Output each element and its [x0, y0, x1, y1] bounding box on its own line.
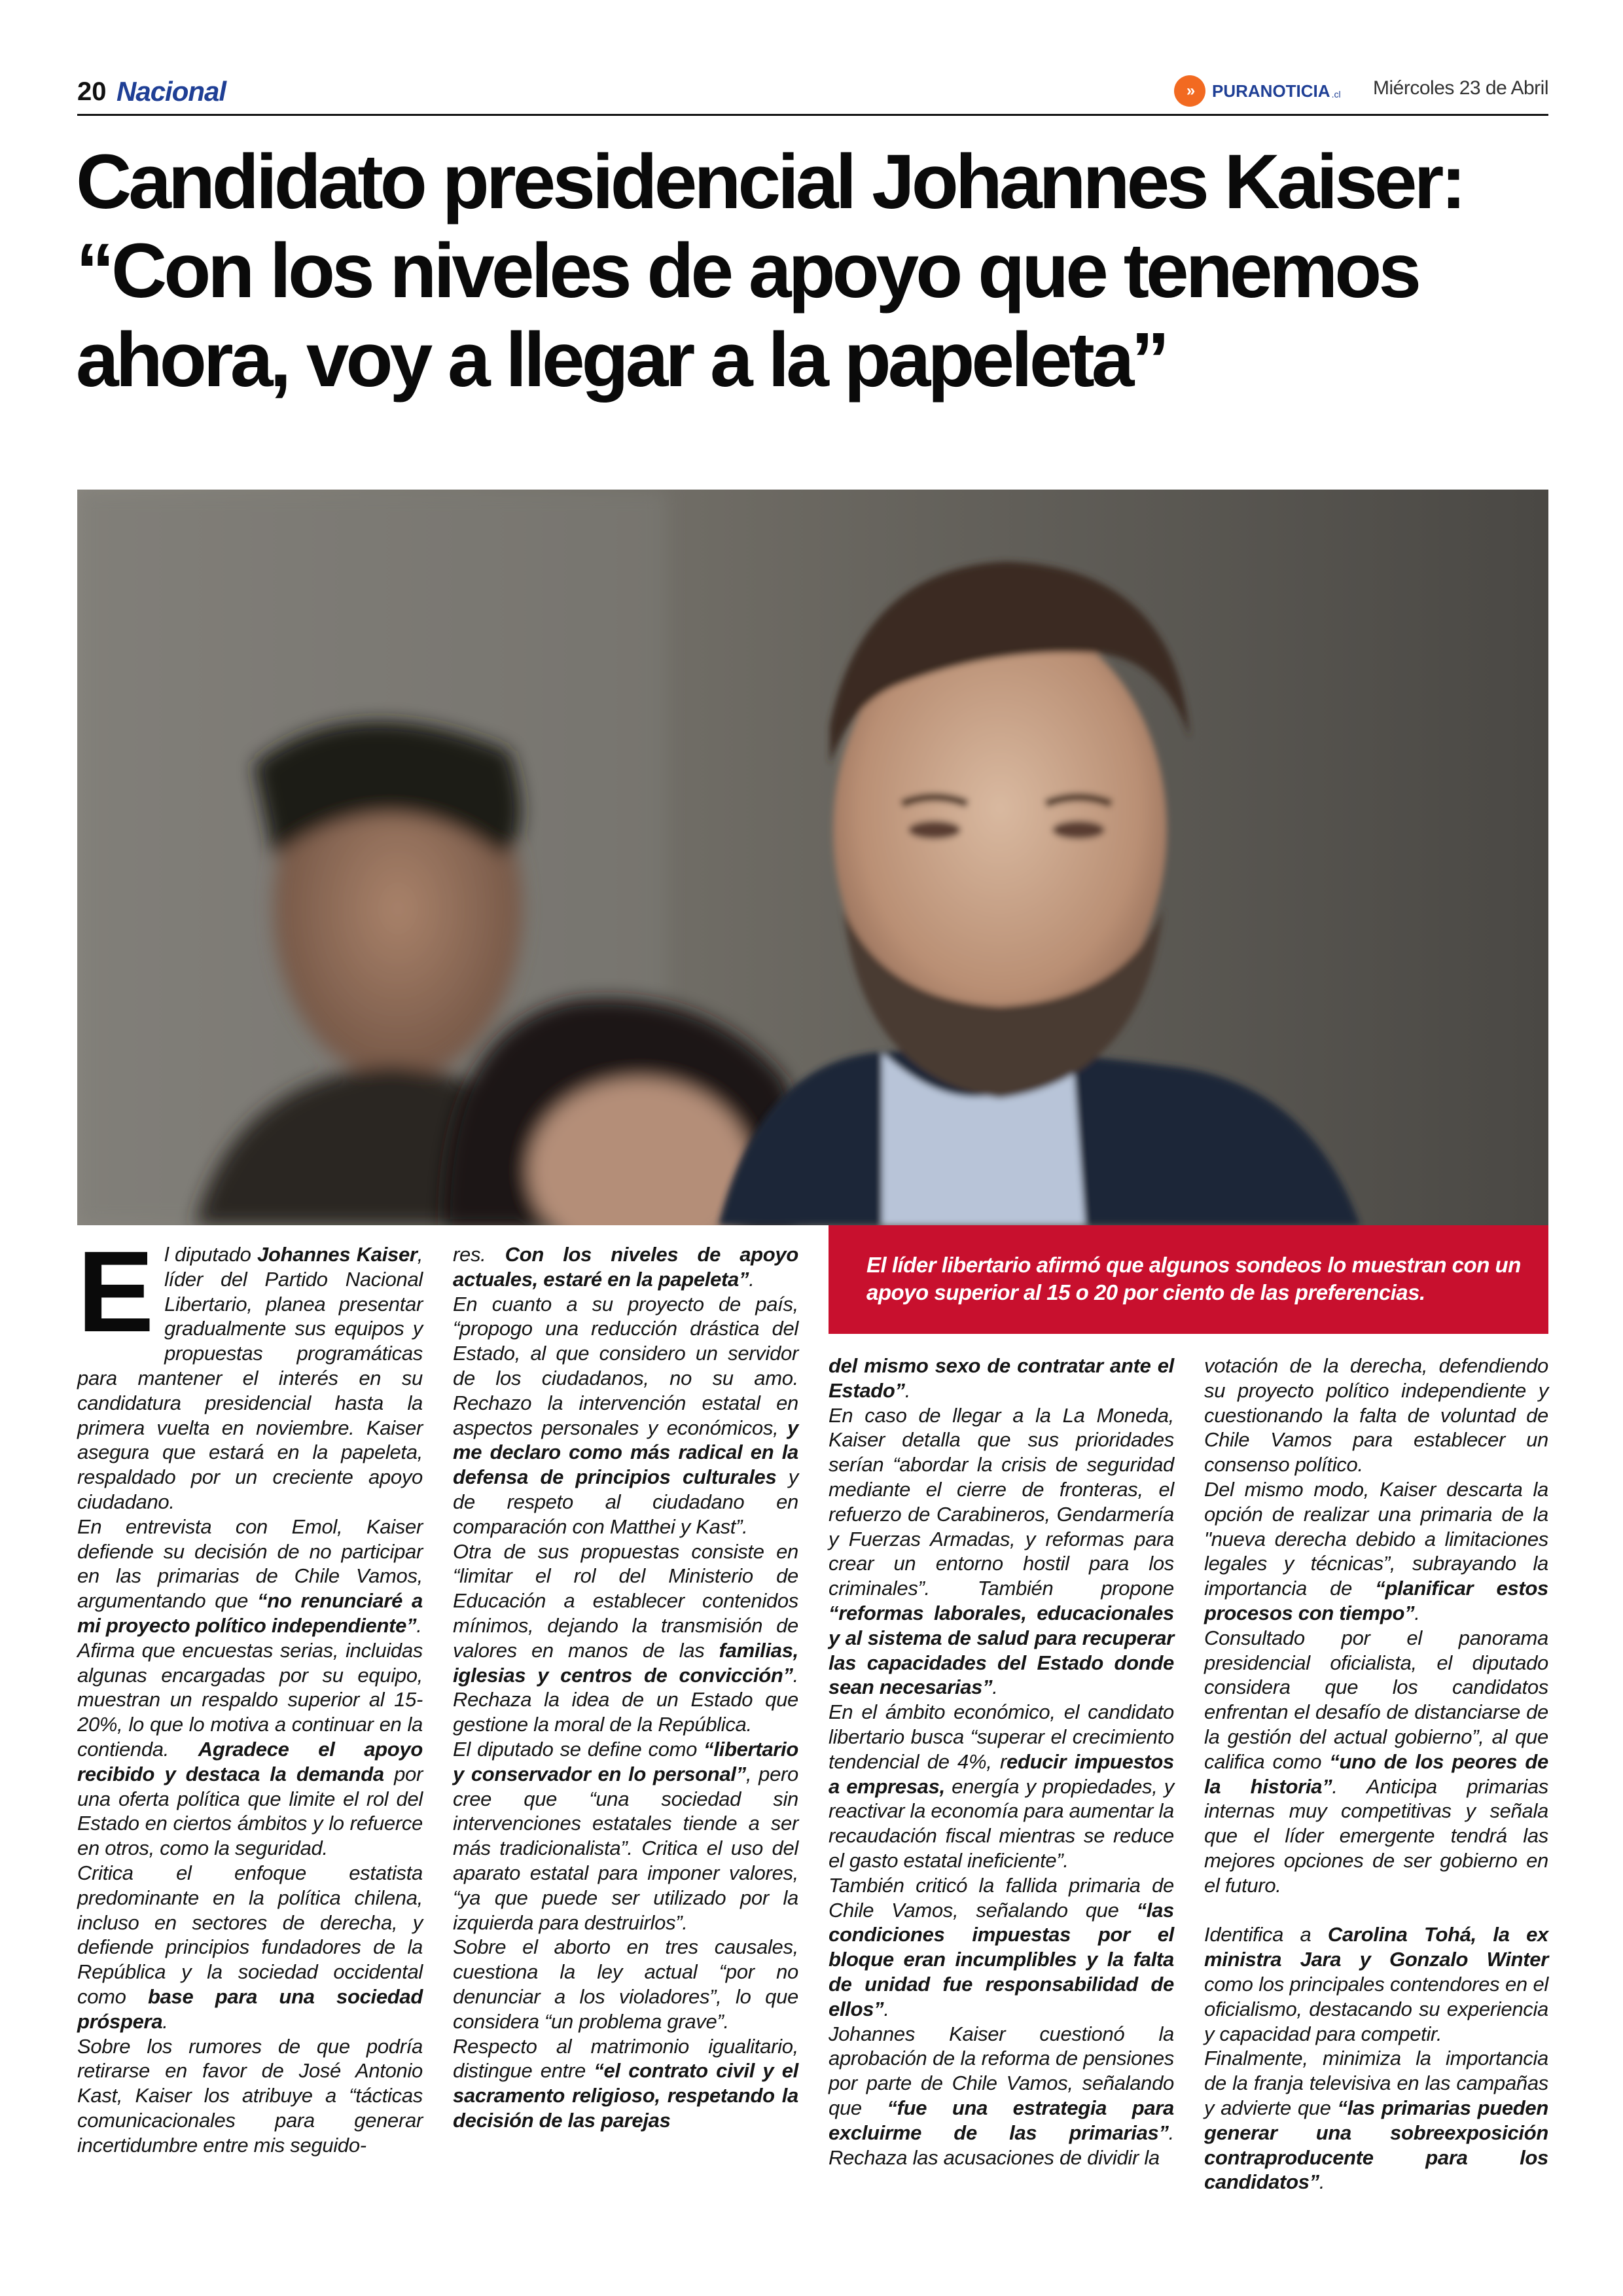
paragraph: Finalmente, minimiza la importancia de la franja televisiva en las campañas y advierte que “las primarias pueden generar una sobreexposición contraproducente para los candidatos”. [1204, 2047, 1548, 2194]
brand-name: PURANOTICIA [1212, 81, 1330, 101]
issue-date: Miércoles 23 de Abril [1373, 77, 1548, 99]
paragraph: El diputado Johannes Kaiser, líder del Partido Nacional Libertario, planea presentar gradualmente sus equipos y propuestas programáticas para mantener el interés en su candidatura presidencial hasta la primera vuelta en noviembre. Kaiser asegura que estará en la papeleta, respaldado por un creciente apoyo ciudadano. [77, 1228, 423, 1513]
paragraph: También criticó la fallida primaria de Chile Vamos, señalando que “las condiciones impuestas por el bloque eran incumplibles y la falta de unidad fue responsabilidad de ellos”. [829, 1873, 1174, 2020]
paragraph: votación de la derecha, defendiendo su proyecto político independiente y cuestionando la falta de voluntad de Chile Vamos para establecer un consenso político. [1204, 1354, 1548, 1477]
article-photo [77, 490, 1548, 1225]
paragraph: Sobre el aborto en tres causales, cuestiona la ley actual “por no denunciar a los violadores”, lo que considera “un problema grave”. [453, 1935, 798, 2033]
paragraph: Afirma que encuestas serias, incluidas algunas encargadas por su equipo, muestran un respaldo superior al 15-20%, lo que lo motiva a continuar en la contienda. Agradece el apoyo recibido y destaca la demanda por una oferta política que limite el rol del Estado en ciertos ámbitos y lo refuerce en otros, como la seguridad. [77, 1638, 423, 1860]
paragraph: Otra de sus propuestas consiste en “limitar el rol del Ministerio de Educación a establecer contenidos mínimos, dejando la transmisión de valores en manos de las familias, iglesias y centros de convicción”. Rechaza la idea de un Estado que gestione la moral de la República. [453, 1539, 798, 1736]
paragraph: En el ámbito económico, el candidato libertario busca “superar el crecimiento tendencial de 4%, reducir impuestos a empresas, energía y propiedades, y reactivar la economía para aumentar la recaudación fiscal mientras se reduce el gasto estatal ineficiente”. [829, 1700, 1175, 1872]
brand-arrows-icon: » [1174, 75, 1205, 107]
paragraph: En cuanto a su proyecto de país, “propogo una reducción drástica del Estado, al que considero un servidor de los ciudadanos, no su amo. Rechazo la intervención estatal en aspectos personales y económicos, y me declaro como más radical en la defensa de principios culturales y de respeto al ciudadano en comparación con Matthei y Kast”. [453, 1292, 799, 1538]
article-column-2 [453, 1242, 798, 2133]
article-headline: Candidato presidencial Johannes Kaiser: “Con los niveles de apoyo que tenemos ahora, voy a llegar a la papeleta” [76, 139, 1463, 403]
paragraph: Del mismo modo, Kaiser descarta la opción de realizar una primaria de la "nueva derecha debido a limitaciones legales y técnicas”, subrayando la importancia de “planificar estos procesos con tiempo”. [1204, 1477, 1548, 1624]
article-column-1 [77, 1228, 423, 2157]
brand-logo[interactable] [1174, 75, 1341, 107]
drop-cap: E [77, 1228, 154, 1356]
paragraph: res. Con los niveles de apoyo actuales, estaré en la papeleta”. [453, 1243, 798, 1291]
section-label: Nacional [116, 76, 226, 107]
paragraph: Respecto al matrimonio igualitario, distingue entre “el contrato civil y el sacramento religioso, respetando la decisión de las parejas [453, 2034, 798, 2132]
article-column-3 [829, 1354, 1174, 2170]
header-divider [77, 114, 1548, 116]
article-column-4 [1204, 1354, 1548, 2195]
paragraph: En entrevista con Emol, Kaiser defiende su decisión de no participar en las primarias de Chile Vamos, argumentando que “no renunciaré a mi proyecto político independiente”. [77, 1515, 423, 1637]
photo-caption: El líder libertario afirmó que algunos sondeos lo muestran con un apoyo superior al 15 o 20 por ciento de las preferencias. [829, 1225, 1548, 1334]
brand-tld: .cl [1331, 89, 1341, 99]
page-number: 20 [77, 77, 107, 106]
paragraph: Sobre los rumores de que podría retirarse en favor de José Antonio Kast, Kaiser los atribuye a “tácticas comunicacionales para generar incertidumbre entre mis seguido- [77, 2034, 423, 2157]
paragraph: El diputado se define como “libertario y conservador en lo personal”, pero cree que “una sociedad sin intervenciones estatales tiende a ser más tradicionalista”. Critica el uso del aparato estatal para imponer valores, “ya que puede ser utilizado por la izquierda para destruirlos”. [453, 1737, 798, 1934]
paragraph: Critica el enfoque estatista predominante en la política chilena, incluso en sectores de derecha, y defiende principios fundadores de la República y la sociedad occidental como base para una sociedad próspera. [77, 1861, 423, 2033]
paragraph: Identifica a Carolina Tohá, la ex ministra Jara y Gonzalo Winter como los principales contendores en el oficialismo, destacando su experiencia y capacidad para competir. [1204, 1923, 1548, 2045]
paragraph: del mismo sexo de contratar ante el Estado”. [829, 1354, 1174, 1402]
paragraph: Johannes Kaiser cuestionó la aprobación de la reforma de pensiones por parte de Chile Vamos, señalando que “fue una estrategia para excluirme de las primarias”. Rechaza las acusaciones de dividir la [829, 2022, 1175, 2169]
page-header [77, 73, 1548, 115]
paragraph-gap [1204, 1898, 1548, 1923]
paragraph: En caso de llegar a la La Moneda, Kaiser detalla que sus prioridades serían “abordar la crisis de seguridad mediante el cierre de fronteras, el refuerzo de Carabineros, Gendarmería y Fuerzas Armadas, y reformas para crear un entorno hostil para los criminales”. También propone “reformas laborales, educacionales y al sistema de salud para recuperar las capacidades del Estado donde sean necesarias”. [829, 1403, 1174, 1699]
paragraph: Consultado por el panorama presidencial oficialista, el diputado considera que los candidatos enfrentan el desafío de distanciarse de la gestión del actual gobierno”, al que califica como “uno de los peores de la historia”. Anticipa primarias internas muy competitivas y señala que el líder emergente tendrá las mejores opciones de ser gobierno en el futuro. [1204, 1626, 1549, 1897]
